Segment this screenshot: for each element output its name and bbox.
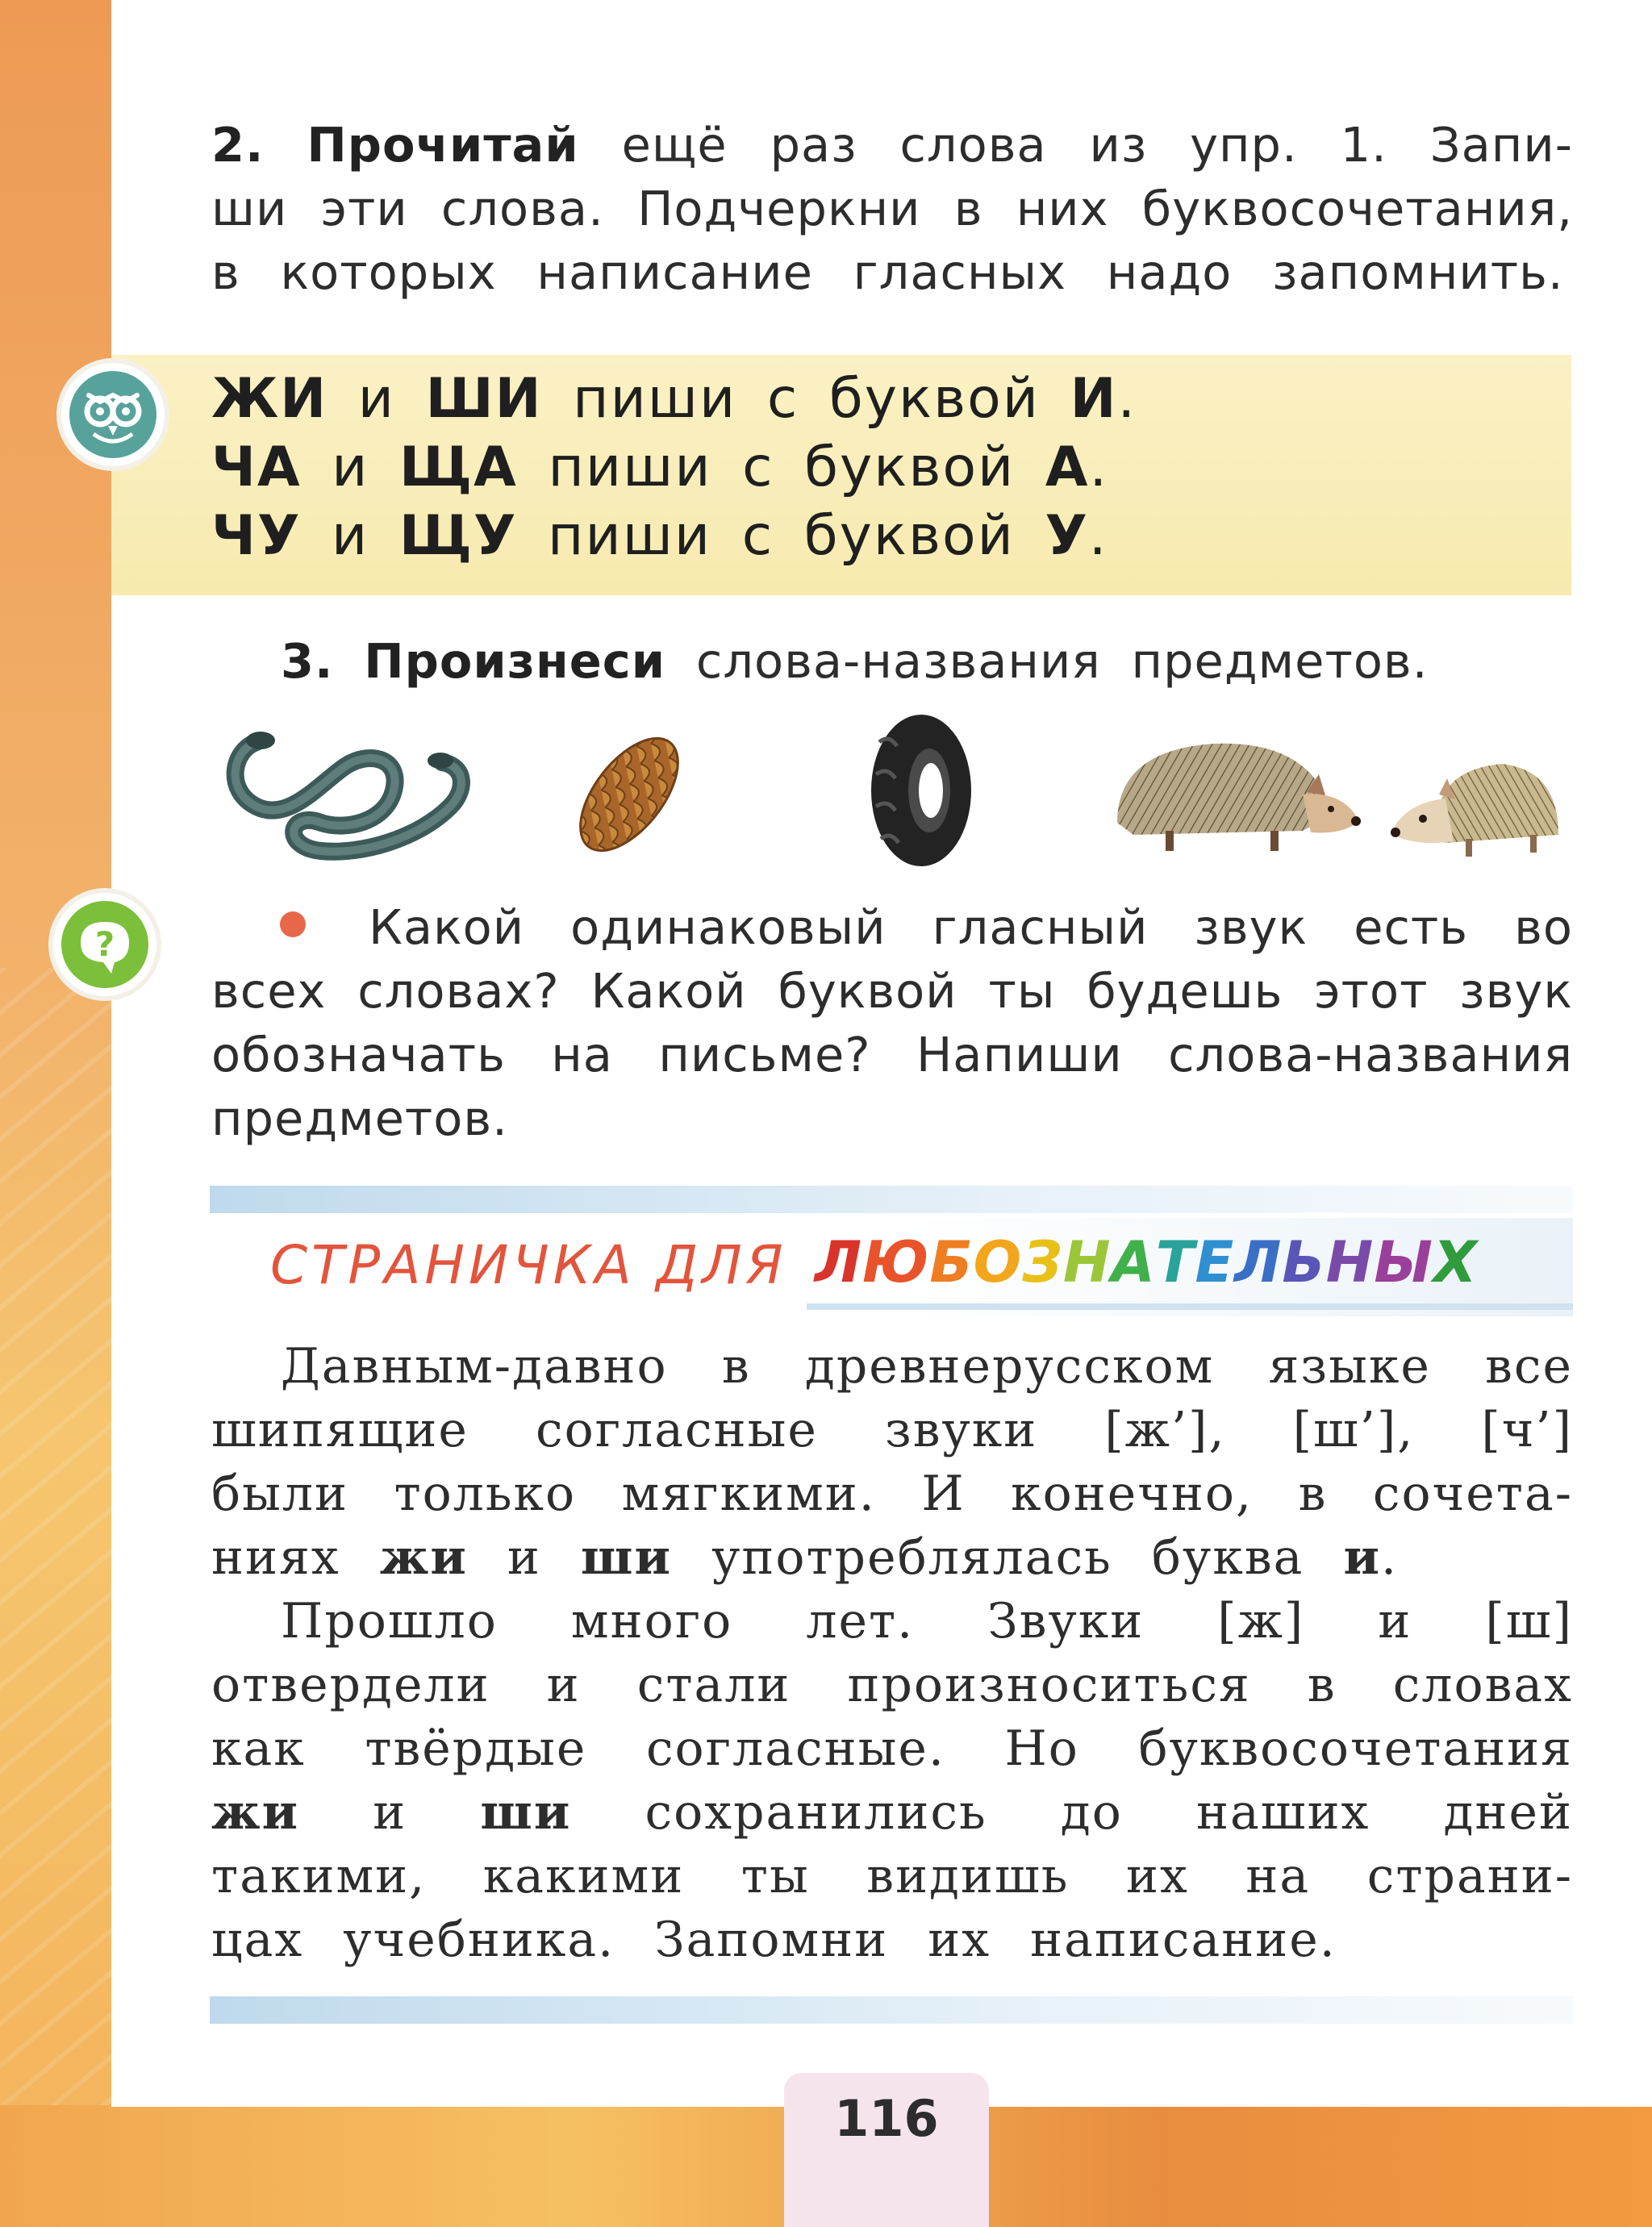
story-p2-l4-shi: ши: [480, 1784, 572, 1841]
rule-2-pair-b: ЩА: [399, 436, 518, 499]
exercise-3-number: 3.: [281, 633, 334, 689]
story-p1-l4-zhi: жи: [379, 1529, 468, 1586]
curious-section-title: [815, 1229, 1478, 1295]
question-badge: [53, 893, 156, 996]
owl-badge: [61, 363, 165, 466]
exercise-3-rest: слова-названия предметов.: [695, 633, 1429, 689]
curious-title-letter: Н: [1062, 1229, 1112, 1295]
question-text: [211, 895, 1573, 1150]
curious-title-letter: З: [1022, 1229, 1063, 1295]
tire-picture: [865, 710, 978, 871]
rule-3-pair-b: ЩУ: [398, 504, 518, 568]
story-p1-l4-i: и: [1343, 1529, 1381, 1586]
curious-title-letter: А: [1111, 1229, 1156, 1295]
exercise-3: [281, 629, 1442, 693]
story-p1-l4-a: ниях: [211, 1529, 340, 1586]
rule-line-3: [211, 504, 1108, 568]
rule-3-letter: У: [1045, 504, 1089, 568]
curious-section-underline: [807, 1303, 1573, 1310]
owl-icon: [69, 371, 156, 458]
exercise-2-verb: Прочитай: [307, 117, 579, 173]
story-p1-line-2: шипящие согласные звуки [ж’], [ш’], [ч’]: [211, 1402, 1573, 1458]
story-p2-line-3: как твёрдые согласные. Но буквосочетания: [211, 1720, 1573, 1777]
curious-title-letter: Л: [815, 1229, 863, 1295]
story-p1-l4-e: употреблялась буква: [711, 1529, 1304, 1586]
rule-1-text: пиши с буквой: [573, 367, 1040, 431]
rule-1-pair-a: ЖИ: [211, 367, 328, 431]
curious-title-letter: Б: [929, 1229, 974, 1295]
story-p2-l4-and: и: [373, 1784, 407, 1841]
curious-title-letter: Ь: [1282, 1229, 1326, 1295]
left-background-pattern: [0, 968, 113, 2227]
curious-section-top-strip: [210, 1186, 1573, 1213]
question-line-1-text: Какой одинаковый гласный звук есть во: [369, 899, 1573, 955]
rule-2-dot: .: [1089, 436, 1109, 499]
curious-title-letter: О: [973, 1229, 1023, 1295]
curious-title-letter: Ю: [862, 1229, 930, 1295]
rule-2-and: и: [332, 436, 369, 499]
curious-title-letter: Т: [1155, 1229, 1195, 1295]
rule-1-letter: И: [1070, 367, 1118, 431]
story-paragraph-1: [211, 1335, 1573, 1590]
question-icon: [61, 901, 148, 988]
story-p1-line-3: были только мягкими. И конечно, в сочета-: [211, 1466, 1573, 1522]
exercise-2-line-1-rest: ещё раз слова из упр. 1. Запи-: [621, 117, 1573, 173]
snake-picture: [224, 718, 474, 863]
curious-section-bottom-strip: [210, 1996, 1573, 2024]
rule-3-and: и: [332, 504, 369, 568]
story-p2-line-1: Прошло много лет. Звуки [ж] и [ш]: [281, 1593, 1573, 1649]
story-p1-l4-shi: ши: [581, 1529, 672, 1586]
curious-title-letter: Ы: [1374, 1229, 1433, 1295]
story-p2-line-2: отвердели и стали произноситься в словах: [211, 1657, 1573, 1713]
story-p1-line-1: Давным-давно в древнерусском языке все: [281, 1338, 1573, 1395]
question-line-2: всех словах? Какой буквой ты будешь этот звук: [211, 963, 1573, 1019]
story-p1-line-4: [211, 1526, 1573, 1590]
rule-2-letter: А: [1045, 436, 1090, 499]
curious-section-label: СТРАНИЧКА ДЛЯ: [270, 1234, 787, 1296]
hedgehog-small-picture: [1389, 754, 1562, 867]
exercise-3-verb: Произнеси: [364, 633, 666, 689]
exercise-2-line-3: в которых написание гласных надо запомнить.: [211, 244, 1564, 300]
question-line-3: обозначать на письме? Напиши слова-названия: [211, 1027, 1573, 1082]
story-p2-line-5: такими, какими ты видишь их на страни-: [211, 1848, 1573, 1904]
rule-1-and: и: [357, 367, 395, 431]
story-p2-l4-zhi: жи: [211, 1784, 300, 1841]
exercise-2-line-1: [211, 113, 1573, 177]
curious-title-letter: Н: [1325, 1229, 1375, 1295]
curious-title-letter: Х: [1433, 1229, 1478, 1295]
rule-3-pair-a: ЧУ: [211, 504, 302, 568]
exercise-2-number: 2.: [211, 117, 265, 173]
curious-title-letter: Е: [1195, 1229, 1235, 1295]
svg-text:?: ?: [94, 924, 115, 964]
story-paragraph-2: [211, 1590, 1573, 1972]
story-p2-l4-d: сохранились до наших дней: [645, 1784, 1573, 1841]
question-line-1: [211, 895, 1573, 959]
hedgehog-large-picture: [1101, 726, 1367, 863]
rule-1-dot: .: [1117, 367, 1137, 431]
pine-cone-picture: [565, 718, 694, 863]
exercise-2: [211, 113, 1573, 177]
story-p2-line-4: [211, 1781, 1573, 1845]
curious-title-letter: Л: [1234, 1229, 1283, 1295]
story-p1-l4-dot: .: [1380, 1529, 1399, 1586]
story-p1-l4-and: и: [507, 1529, 541, 1586]
question-line-4: предметов.: [211, 1091, 508, 1146]
page-number: 116: [834, 2089, 939, 2148]
rule-2-pair-a: ЧА: [211, 436, 302, 499]
rule-2-text: пиши с буквой: [548, 436, 1016, 499]
rule-3-dot: .: [1088, 504, 1108, 568]
story-p2-line-6: цах учебника. Запомни их написание.: [211, 1912, 1337, 1968]
rule-line-2: [211, 436, 1108, 499]
exercise-2-body: [211, 177, 1573, 304]
rule-1-pair-b: ШИ: [425, 367, 543, 431]
rule-line-1: [211, 367, 1137, 431]
exercise-2-line-2: ши эти слова. Подчеркни в них буквосочетания,: [211, 181, 1573, 236]
rule-3-text: пиши с буквой: [548, 504, 1015, 568]
